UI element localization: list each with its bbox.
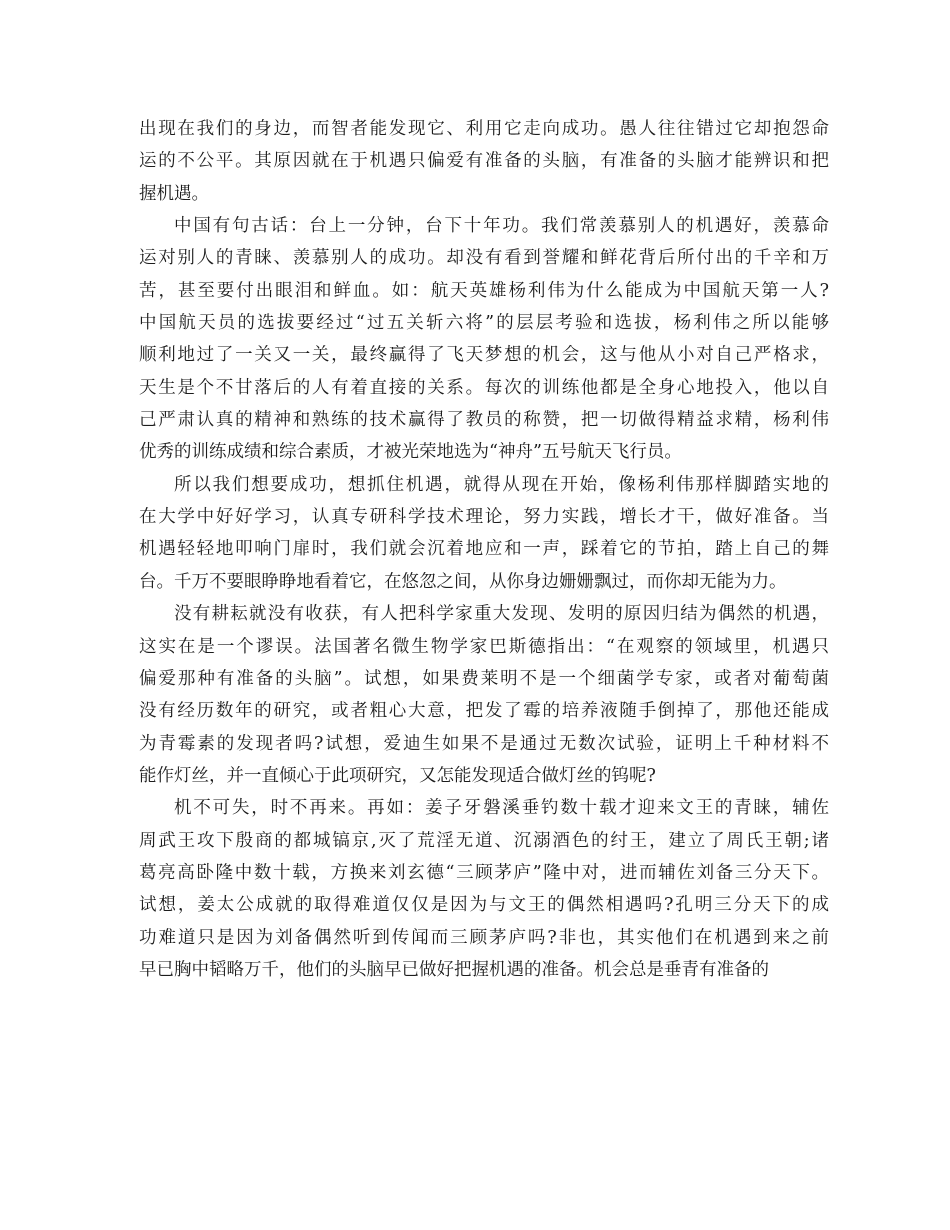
text-line: 运的不公平。其原因就在于机遇只偏爱有准备的头脑，有准备的头脑才能辨识和把	[139, 151, 829, 172]
paragraph-1	[139, 113, 829, 210]
text-line: 功难道只是因为刘备偶然听到传闻而三顾茅庐吗?非也，其实他们在机遇到来之前	[139, 927, 829, 948]
text-line: 出现在我们的身边，而智者能发现它、利用它走向成功。愚人往往错过它却抱怨命	[139, 119, 829, 139]
text-line: 没有经历数年的研究，或者粗心大意，把发了霉的培养液随手倒掉了，那他还能成	[139, 701, 829, 722]
text-line: 早已胸中韬略万千，他们的头脑早已做好把握机遇的准备。机会总是垂青有准备的	[139, 959, 769, 980]
text-line: 葛亮高卧隆中数十载，方换来刘玄德“三顾茅庐”隆中对，进而辅佐刘备三分天下。	[139, 862, 829, 883]
text-line: 周武王攻下殷商的都城镐京,灭了荒淫无道、沉溺酒色的纣王，建立了周氏王朝;诸	[139, 830, 829, 851]
text-line: 天生是个不甘落后的人有着直接的关系。每次的训练他都是全身心地投入，他以自	[139, 377, 829, 398]
text-line: 机不可失，时不再来。再如：姜子牙磐溪垂钓数十载才迎来文王的青睐，辅佐	[174, 798, 829, 819]
text-line: 顺利地过了一关又一关，最终赢得了飞天梦想的机会，这与他从小对自己严格求，	[139, 345, 829, 366]
document-body	[139, 113, 829, 986]
text-line: 为青霉素的发现者吗?试想，爱迪生如果不是通过无数次试验，证明上千种材料不	[139, 733, 829, 754]
text-line: 偏爱那种有准备的头脑”。试想，如果费莱明不是一个细菌学专家，或者对葡萄菌	[139, 668, 829, 689]
text-line: 己严肃认真的精神和熟练的技术赢得了教员的称赞，把一切做得精益求精，杨利伟	[139, 410, 829, 431]
paragraph-4	[139, 598, 829, 792]
text-line: 中国航天员的选拔要经过“过五关斩六将”的层层考验和选拔，杨利伟之所以能够	[139, 313, 829, 334]
text-line: 运对别人的青睐、羡慕别人的成功。却没有看到誉耀和鲜花背后所付出的千辛和万	[139, 248, 829, 269]
text-line: 机遇轻轻地叩响门扉时，我们就会沉着地应和一声，踩着它的节拍，踏上自己的舞	[139, 539, 829, 560]
paragraph-2	[139, 210, 829, 469]
text-line: 能作灯丝，并一直倾心于此项研究，又怎能发现适合做灯丝的钨呢?	[139, 765, 656, 786]
text-line: 握机遇。	[139, 183, 209, 204]
text-line: 中国有句古话：台上一分钟，台下十年功。我们常羡慕别人的机遇好，羡慕命	[174, 216, 829, 237]
text-line: 这实在是一个谬误。法国著名微生物学家巴斯德指出：“在观察的领域里，机遇只	[139, 636, 829, 657]
text-line: 试想，姜太公成就的取得难道仅仅是因为与文王的偶然相遇吗?孔明三分天下的成	[139, 895, 829, 916]
text-line: 优秀的训练成绩和综合素质，才被光荣地选为“神舟”五号航天飞行员。	[139, 442, 682, 463]
text-line: 在大学中好好学习，认真专研科学技术理论，努力实践，增长才干，做好准备。当	[139, 507, 829, 528]
paragraph-5	[139, 792, 829, 986]
paragraph-3	[139, 469, 829, 598]
text-line: 台。千万不要眼睁睁地看着它，在悠忽之间，从你身边姗姗飘过，而你却无能为力。	[139, 571, 787, 592]
text-line: 苦，甚至要付出眼泪和鲜血。如：航天英雄杨利伟为什么能成为中国航天第一人?	[139, 280, 829, 301]
text-line: 没有耕耘就没有收获，有人把科学家重大发现、发明的原因归结为偶然的机遇，	[174, 604, 829, 625]
text-line: 所以我们想要成功，想抓住机遇，就得从现在开始，像杨利伟那样脚踏实地的	[174, 474, 829, 495]
